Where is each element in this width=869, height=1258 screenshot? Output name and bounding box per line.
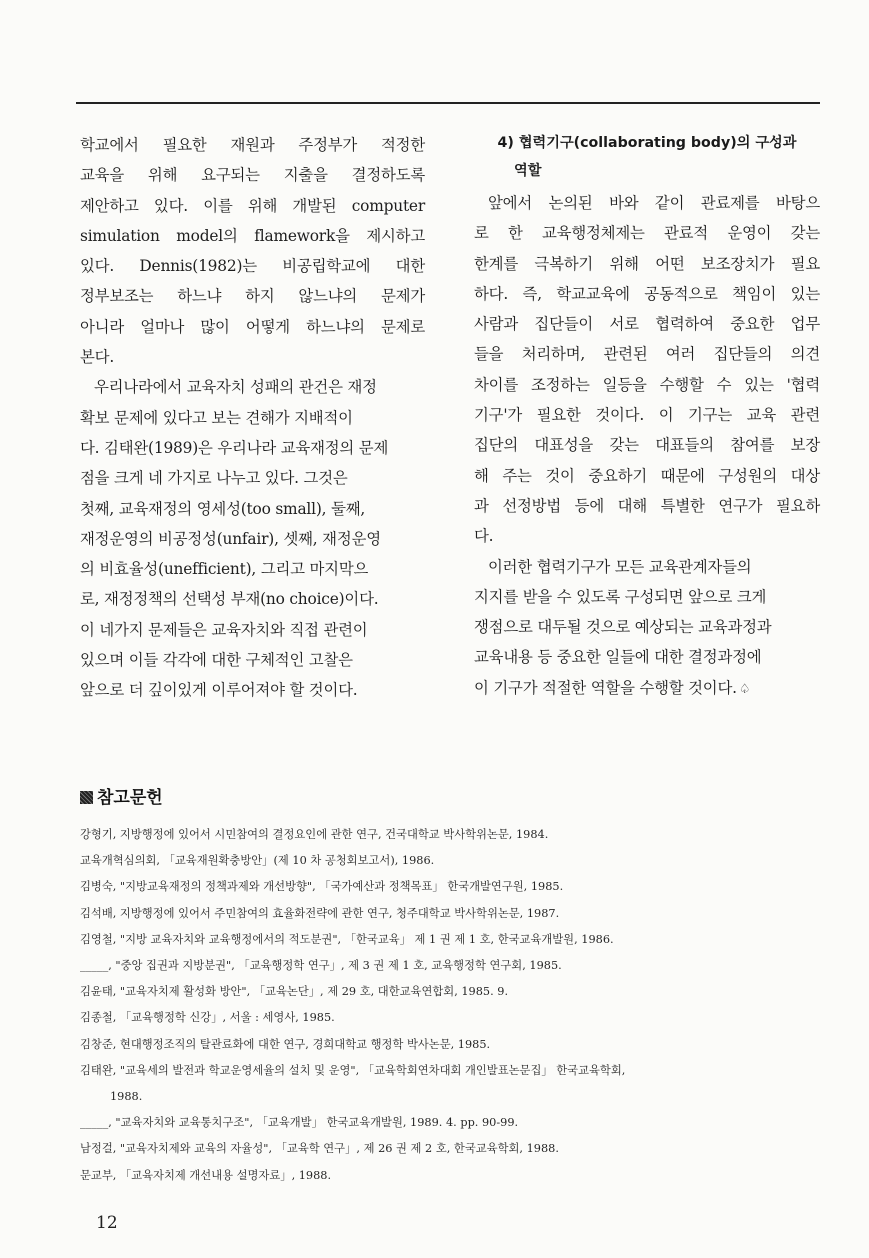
body-paragraph: 학교에서 필요한 재원과 주정부가 적정한 교육을 위해 요구되는 지출을 결정하도록 제안하고 있다. 이를 위해 개발된 computer simulation model의 flamework을 제시하고 있다. Dennis(1982)는 비공립학교에 대한 정부보조는 하느냐 하지 않느냐의 문제가 아니라 얼마나 많이 어떻게 하느냐의 문제로 본다. <box>80 136 425 367</box>
reference-item: 김석배, 지방행정에 있어서 주민참여의 효율화전략에 관한 연구, 청주대학교 박사학위논문, 1987. <box>80 906 560 920</box>
reference-item: 김윤태, "교육자치제 활성화 방안", 「교육논단」, 제 29 호, 대한교육연합회, 1985. 9. <box>80 985 509 999</box>
reference-item: _____, "교육자치와 교육통치구조", 「교육개발」 한국교육개발원, 1989. 4. pp. 90-99. <box>80 1116 519 1130</box>
right-column <box>474 130 820 705</box>
reference-item: 교육개혁심의회, 「교육재원확충방안」(제 10 차 공청회보고서), 1986. <box>80 854 435 868</box>
reference-item: 김창준, 현대행정조직의 탈관료화에 대한 연구, 경희대학교 행정학 박사논문, 1985. <box>80 1037 491 1051</box>
references-heading <box>80 786 163 810</box>
body-paragraph <box>474 552 820 705</box>
reference-item: 김병숙, "지방교육재정의 정책과제와 개선방향", 「국가예산과 정책목표」 한국개발연구원, 1985. <box>80 880 564 894</box>
reference-item: 강형기, 지방행정에 있어서 시민참여의 결정요인에 관한 연구, 건국대학교 박사학위논문, 1984. <box>80 828 549 841</box>
section-title: 역할 <box>514 163 542 179</box>
body-paragraph: 앞에서 논의된 바와 같이 관료제를 바탕으 로 한 교육행정체제는 관료적 운영이 갖는 한계를 극복하기 위해 어떤 보조장치가 필요 하다. 즉, 학교교육에 공동적으로 책임이 있는 사람과 집단들이 서로 협력하여 중요한 업무 들을 처리하며, 관련된 여러 집단들의 의견 차이를 조정하는 일등을 수행할 수 있는 '협력 기구'가 필요한 것이다. 이 기구는 교육 관련 집단의 대표성을 갖는 대표들의 참여를 보장 해 주는 것이 중요하기 때문에 구성원의 대상 과 선정방법 등에 대해 특별한 연구가 필요하 다. <box>474 194 820 546</box>
reference-item: 김종철, 「교육행정학 신강」, 서울 : 세영사, 1985. <box>80 1011 335 1025</box>
reference-list <box>80 822 820 1189</box>
reference-item: _____, "중앙 집권과 지방분권", 「교육행정학 연구」, 제 3 권 제 1 호, 교육행정학 연구회, 1985. <box>80 959 562 973</box>
square-bullet-icon <box>80 791 93 804</box>
section-title: 4) 협력기구(collaborating body)의 구성과 <box>497 135 797 151</box>
reference-item: 김영철, "지방 교육자치와 교육행정에서의 적도분권", 「한국교육」 제 1 권 제 1 호, 한국교육개발원, 1986. <box>80 932 614 946</box>
section-heading <box>474 130 820 184</box>
reference-item-continuation <box>80 1084 820 1110</box>
reference-continuation-text: 1988. <box>110 1090 143 1104</box>
reference-item: 김태완, "교육세의 발전과 학교운영세율의 설치 및 운영", 「교육학회연차대회 개인발표논문집」 한국교육학회, <box>80 1063 626 1077</box>
paragraph-text: 이러한 협력기구가 모든 교육관계자들의 지지를 받을 수 있도록 구성되면 앞으로 크게 쟁점으로 대두될 것으로 예상되는 교육과정과 교육내용 등 중요한 일들에 대한 결정과정에 이 기구가 적절한 역할을 수행할 것이다. <box>474 557 772 697</box>
left-column <box>80 130 425 706</box>
reference-item: 남정걸, "교육자치제와 교육의 자율성", 「교육학 연구」, 제 26 권 제 2 호, 한국교육학회, 1988. <box>80 1142 559 1156</box>
end-mark-icon: ♤ <box>738 681 751 697</box>
body-paragraph: 우리나라에서 교육자치 성패의 관건은 재정 확보 문제에 있다고 보는 견해가 지배적이 다. 김태완(1989)은 우리나라 교육재정의 문제 점을 크게 네 가지로 나누고 있다. 그것은 첫째, 교육재정의 영세성(too small), 둘째, 재정운영의 비공정성(unfair), 셋째, 재정운영 의 비효율성(unefficient), 그리고 마지막으 로, 재정정책의 선택성 부재(no choice)이다. 이 네가지 문제들은 교육자치와 직접 관련이 있으며 이들 각각에 대한 구체적인 고찰은 앞으로 더 깊이있게 이루어져야 할 것이다. <box>80 378 389 700</box>
reference-item: 문교부, 「교육자치제 개선내용 설명자료」, 1988. <box>80 1168 332 1182</box>
references-title: 참고문헌 <box>97 788 163 808</box>
page-number: 12 <box>96 1213 118 1233</box>
header-rule <box>76 102 820 104</box>
